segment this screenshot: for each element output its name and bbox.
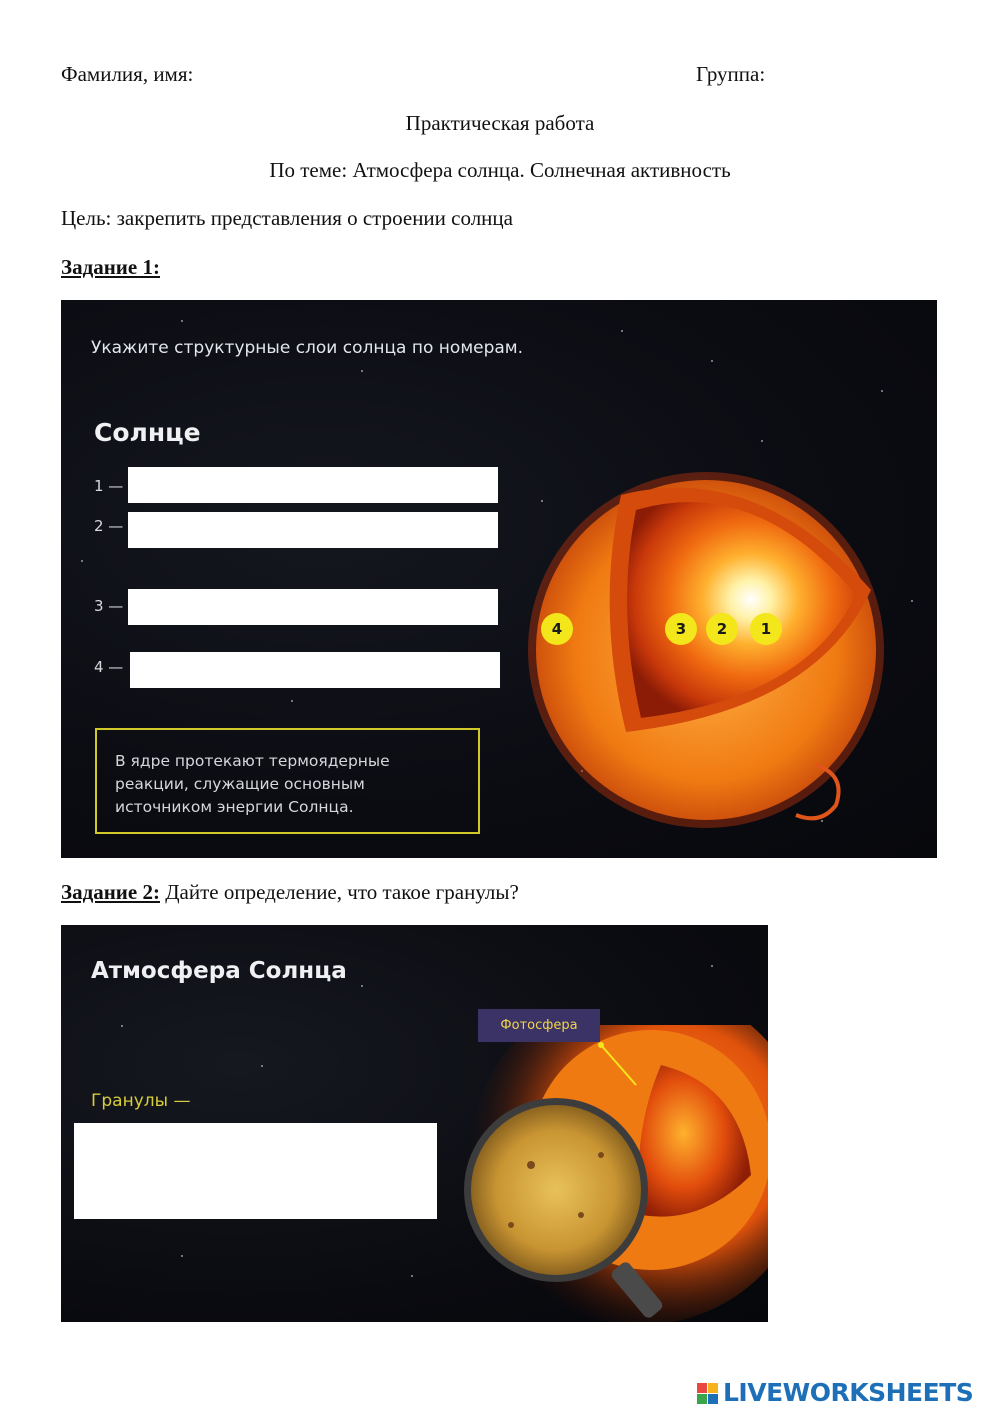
document-title: Практическая работа <box>405 111 595 135</box>
atmosphere-title: Атмосфера Солнца <box>91 958 347 984</box>
liveworksheets-wordmark: LIVEWORKSHEETS <box>723 1378 974 1407</box>
sun-cutaway-illustration <box>516 470 896 830</box>
document-goal: Цель: закрепить представления о строении солнца <box>61 206 513 230</box>
layer-4-input[interactable] <box>130 652 500 688</box>
task2-question: Дайте определение, что такое гранулы? <box>159 880 519 904</box>
layer-marker-3: 3 <box>665 613 697 645</box>
task1-heading: Задание 1: <box>61 255 160 279</box>
sun-atmosphere-image <box>61 925 768 1322</box>
layer-number-1: 1 — <box>94 477 124 495</box>
granules-label: Гранулы — <box>91 1091 191 1111</box>
layer-marker-1: 1 <box>750 613 782 645</box>
layer-number-4: 4 — <box>94 658 124 676</box>
layer-3-input[interactable] <box>128 589 498 625</box>
layer-number-2: 2 — <box>94 517 124 535</box>
document-topic: По теме: Атмосфера солнца. Солнечная активность <box>269 158 731 182</box>
group-label: Группа: <box>696 62 766 86</box>
photosphere-tag: Фотосфера <box>478 1009 600 1042</box>
task2-heading: Задание 2: <box>61 880 160 904</box>
layer-marker-2: 2 <box>706 613 738 645</box>
layer-number-3: 3 — <box>94 597 124 615</box>
layer-1-input[interactable] <box>128 467 498 503</box>
sun-title: Солнце <box>94 418 201 447</box>
liveworksheets-logo <box>697 1378 993 1408</box>
granules-definition-input[interactable] <box>74 1123 437 1219</box>
core-info-box <box>95 728 480 834</box>
layer-2-input[interactable] <box>128 512 498 548</box>
core-info-text: В ядре протекают термоядерные реакции, служащие основным источником энергии Солнца. <box>115 752 390 816</box>
task2-line <box>61 879 519 905</box>
sun-structure-image <box>61 300 937 858</box>
layer-marker-4: 4 <box>541 613 573 645</box>
photosphere-illustration <box>441 1025 768 1322</box>
liveworksheets-icon <box>697 1383 719 1405</box>
name-label: Фамилия, имя: <box>61 62 194 86</box>
task1-instruction: Укажите структурные слои солнца по номерам. <box>91 338 524 358</box>
